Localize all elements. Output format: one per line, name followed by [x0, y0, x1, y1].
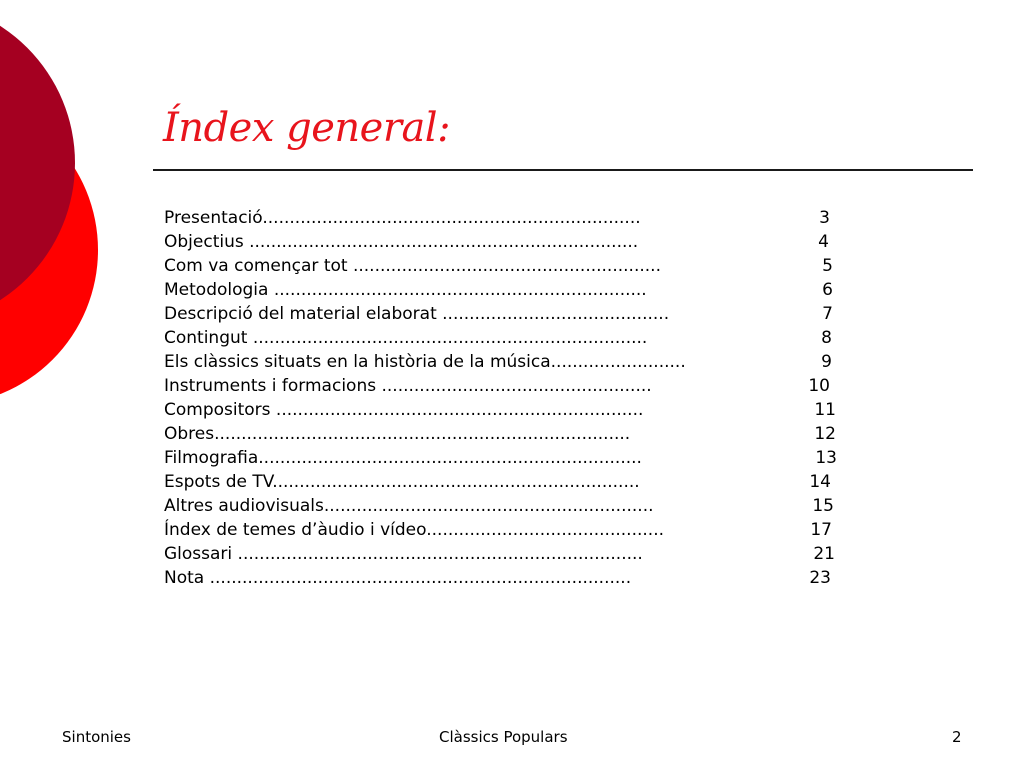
toc-page-number: 8 [821, 328, 832, 348]
toc-entry-label: Espots de TV.................................................................... [164, 472, 640, 492]
toc-page-number: 15 [812, 496, 834, 516]
toc-entry-label: Filmografia....................................................................... [164, 448, 642, 468]
toc-entry-label: Presentació...................................................................... [164, 208, 641, 228]
toc-page-number: 12 [814, 424, 836, 444]
toc-entry-label: Descripció del material elaborat .......................................... [164, 304, 670, 324]
title-divider [153, 169, 973, 171]
toc-page-number: 21 [813, 544, 835, 564]
toc-page-number: 23 [809, 568, 831, 588]
toc-entry-label: Compositors .................................................................... [164, 400, 644, 420]
page-title: Índex general: [163, 105, 451, 151]
toc-page-number: 6 [822, 280, 833, 300]
toc-entry-label: Obres............................................................................. [164, 424, 631, 444]
toc-page-number: 14 [809, 472, 831, 492]
toc-entry-label: Altres audiovisuals............................................................. [164, 496, 654, 516]
toc-entry-label: Nota .............................................................................. [164, 568, 632, 588]
toc-page-number: 9 [821, 352, 832, 372]
toc-page-number: 13 [815, 448, 837, 468]
toc-entry-label: Objectius ........................................................................ [164, 232, 639, 252]
toc-page-number: 3 [819, 208, 830, 228]
decorative-circles [0, 0, 110, 400]
slide-number: 2 [952, 728, 962, 746]
toc-entry-label: Instruments i formacions .................................................. [164, 376, 652, 396]
toc-entry-label: Glossari ........................................................................... [164, 544, 643, 564]
toc-entry-label: Índex de temes d’àudio i vídeo............................................ [164, 520, 664, 540]
toc-entry-label: Contingut ......................................................................... [164, 328, 648, 348]
toc-entry-label: Com va començar tot ......................................................... [164, 256, 661, 276]
footer-center-text: Clàssics Populars [439, 728, 568, 746]
toc-page-number: 10 [808, 376, 830, 396]
footer-left-text: Sintonies [62, 728, 131, 746]
toc-page-number: 7 [822, 304, 833, 324]
toc-page-number: 5 [822, 256, 833, 276]
toc-entry-label: Els clàssics situats en la història de la música......................... [164, 352, 686, 372]
toc-page-number: 4 [818, 232, 829, 252]
toc-page-number: 11 [814, 400, 836, 420]
toc-page-number: 17 [810, 520, 832, 540]
toc-entry-label: Metodologia ..................................................................... [164, 280, 647, 300]
